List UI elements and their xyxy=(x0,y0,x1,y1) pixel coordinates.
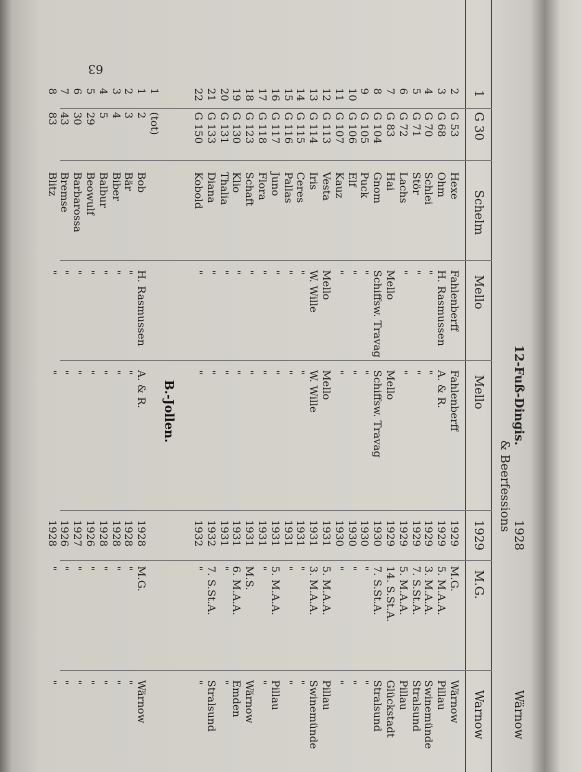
section-a-nr: 3 xyxy=(435,88,448,95)
section-a-builder: " xyxy=(345,270,358,275)
section-a-unit: " xyxy=(192,566,204,571)
section-a-home-port: Swinemünde xyxy=(307,680,320,749)
section-b-home-port: " xyxy=(45,680,58,685)
section-a-year: 1930 xyxy=(371,520,384,547)
section-a-builder: " xyxy=(281,270,294,275)
section-b-year: 1926 xyxy=(58,520,71,547)
section-b-builder: " xyxy=(71,270,84,275)
section-a-unit: " xyxy=(217,566,230,571)
section-a-nr: 12 xyxy=(320,88,332,102)
section-b-nr: 2 xyxy=(122,88,135,95)
section-b-boat-name: Beowulf xyxy=(84,172,96,216)
section-a-row xyxy=(421,0,434,772)
section-a-year: 1929 xyxy=(396,520,409,547)
section-a-row xyxy=(396,0,409,772)
section-b-nr: 1 xyxy=(135,88,148,95)
section-a-home-port: Stralsund xyxy=(204,680,217,732)
section-b-unit: " xyxy=(45,566,58,571)
section-a-engine: " xyxy=(332,370,345,375)
section-a-builder: " xyxy=(358,270,371,275)
section-b-unit: " xyxy=(122,566,135,571)
section-b-boat-name: Biber xyxy=(109,172,122,202)
section-a-home-port: Stralsund xyxy=(371,680,384,732)
section-a-builder: W. Wille xyxy=(307,270,320,313)
section-b-engine: " xyxy=(71,370,84,375)
section-a-engine: " xyxy=(409,370,422,375)
section-a-engine: " xyxy=(358,370,371,375)
section-a-home-port: " xyxy=(256,680,268,685)
section-a-boat-name: Elf xyxy=(345,172,358,187)
section-b-home-port: Wärnow xyxy=(135,680,148,724)
section-a-builder: " xyxy=(243,270,256,275)
section-b-row xyxy=(70,0,83,772)
section-a-year: 1931 xyxy=(230,520,243,547)
section-a-row xyxy=(306,0,319,772)
section-a-engine: " xyxy=(217,370,230,375)
section-a-nr: 9 xyxy=(358,88,371,95)
first-row-home: Warnow xyxy=(472,690,486,740)
section-a-boat-name: Stör xyxy=(409,172,422,195)
section-a-year: 1929 xyxy=(384,520,396,547)
section-b-nr: 7 xyxy=(58,88,71,95)
section-a-unit: " xyxy=(345,566,358,571)
section-a-unit: 5. M.A.A. xyxy=(268,566,281,616)
section-a-builder: " xyxy=(332,270,345,275)
section-b-row xyxy=(134,0,147,772)
section-b-row xyxy=(57,0,70,772)
section-b-year: 1928 xyxy=(109,520,122,547)
section-a-boat-name: Ceres xyxy=(294,172,307,203)
section-b-title: B.-Jollen. xyxy=(162,380,176,443)
section-a-builder: " xyxy=(409,270,422,275)
section-a-row xyxy=(409,0,422,772)
section-a-boat-name: Juno xyxy=(268,172,281,197)
section-a-year: 1932 xyxy=(192,520,204,547)
section-a-builder: Mello xyxy=(320,270,332,301)
section-a-year: 1929 xyxy=(409,520,422,547)
section-a-id: G 118 xyxy=(256,112,268,144)
section-b-boat-name: Bär xyxy=(122,172,135,191)
section-a-nr: 16 xyxy=(268,88,281,102)
section-a-home-port: " xyxy=(294,680,307,685)
section-a-row xyxy=(217,0,230,772)
section-b-home-port: " xyxy=(84,680,96,685)
section-a-home-port: Pillau xyxy=(268,680,281,711)
section-a-home-port: " xyxy=(345,680,358,685)
header-year: 1928 xyxy=(512,520,526,551)
section-a-id: G 83 xyxy=(384,112,396,138)
first-row-engine: Mello xyxy=(472,375,486,410)
section-b-id: (tot) xyxy=(148,112,160,135)
section-a-boat-name: Iris xyxy=(307,172,320,190)
section-a-year: 1931 xyxy=(320,520,332,547)
section-a-id: G 130 xyxy=(230,112,243,144)
rotated-table-page xyxy=(45,0,532,772)
section-a-home-port: " xyxy=(358,680,371,685)
section-a-id: G 53 xyxy=(448,112,460,138)
section-a-row xyxy=(191,0,204,772)
column-header-row xyxy=(491,0,532,772)
section-a-row xyxy=(242,0,255,772)
section-a-year: 1929 xyxy=(422,520,435,547)
section-a-boat-name: Flora xyxy=(256,172,268,201)
section-b-engine: " xyxy=(45,370,58,375)
first-row-year: 1929 xyxy=(472,520,486,551)
section-a-year: 1930 xyxy=(358,520,371,547)
section-a-year: 1929 xyxy=(448,520,460,547)
section-a-engine: Mello xyxy=(320,370,332,401)
section-b-row xyxy=(83,0,96,772)
section-a-nr: 11 xyxy=(332,88,345,102)
section-a-home-port: Pillau xyxy=(320,680,332,711)
section-a-builder: " xyxy=(396,270,409,275)
section-a-home-port: " xyxy=(281,680,294,685)
section-a-nr: 8 xyxy=(371,88,384,95)
section-b-builder: " xyxy=(84,270,96,275)
section-a-builder: Fahlenberff xyxy=(448,270,460,332)
section-b-home-port: " xyxy=(96,680,109,685)
section-b-home-port: " xyxy=(122,680,135,685)
section-a-row xyxy=(383,0,396,772)
section-a-home-port: Wärnow xyxy=(448,680,460,724)
section-a-boat-name: Ohm xyxy=(435,172,448,198)
section-a-boat-name: Pallas xyxy=(281,172,294,204)
section-b-id: 83 xyxy=(45,112,58,126)
section-b-nr: 1 xyxy=(148,88,160,95)
section-b-unit: " xyxy=(58,566,71,571)
section-b-id: 29 xyxy=(84,112,96,126)
section-a-boat-name: Hexe xyxy=(448,172,460,200)
section-a-engine: Fahlenberff xyxy=(448,370,460,432)
section-a-nr: 4 xyxy=(422,88,435,95)
section-a-unit: 6. M.A.A. xyxy=(230,566,243,616)
section-b-engine: " xyxy=(109,370,122,375)
section-a-unit: " xyxy=(256,566,268,571)
section-a-id: G 131 xyxy=(217,112,230,144)
section-b-boat-name: Bob xyxy=(135,172,148,193)
section-a-builder: " xyxy=(217,270,230,275)
section-a-unit: 7. S.St.A. xyxy=(371,566,384,616)
section-a-year: 1931 xyxy=(268,520,281,547)
section-a-builder: " xyxy=(230,270,243,275)
section-a-id: G 107 xyxy=(332,112,345,144)
section-a-boat-name: Gnom xyxy=(371,172,384,204)
section-a-home-port: Stralsund xyxy=(409,680,422,732)
section-b-year: 1926 xyxy=(84,520,96,547)
section-a-id: G 115 xyxy=(294,112,307,144)
first-row xyxy=(465,0,492,772)
section-b-builder: H. Rasmussen xyxy=(135,270,148,347)
section-a-unit: 14. S.St.A. xyxy=(384,566,396,622)
section-b-home-port: " xyxy=(109,680,122,685)
section-a-year: 1931 xyxy=(256,520,268,547)
section-a-engine: " xyxy=(345,370,358,375)
section-b-row xyxy=(121,0,134,772)
section-a-row xyxy=(332,0,345,772)
section-a-builder: " xyxy=(294,270,307,275)
section-a-builder: " xyxy=(204,270,217,275)
section-a-home-port: Wärnow xyxy=(243,680,256,724)
title-sub: & Beerfessions xyxy=(498,440,512,533)
section-a-home-port: Pillau xyxy=(396,680,409,711)
section-a-row xyxy=(434,0,447,772)
section-a-year: 1930 xyxy=(332,520,345,547)
section-a-boat-name: Klio xyxy=(230,172,243,193)
section-a-engine: " xyxy=(204,370,217,375)
section-b-nr: 5 xyxy=(84,88,96,95)
section-a-engine: W. Wille xyxy=(307,370,320,413)
section-b-nr: 8 xyxy=(45,88,58,95)
section-a-row xyxy=(229,0,242,772)
section-a-nr: 6 xyxy=(396,88,409,95)
section-a-boat-name: Vesta xyxy=(320,172,332,201)
first-row-yard: Mello xyxy=(472,275,486,310)
section-a-id: G 123 xyxy=(243,112,256,144)
section-a-builder: " xyxy=(422,270,435,275)
section-b-year: 1928 xyxy=(122,520,135,547)
section-a-row xyxy=(357,0,370,772)
section-a-unit: 5. M.A.A. xyxy=(320,566,332,616)
section-b-engine: " xyxy=(96,370,109,375)
section-a-nr: 2 xyxy=(448,88,460,95)
section-b-unit: " xyxy=(96,566,109,571)
section-a-engine: " xyxy=(268,370,281,375)
section-a-home-port: Swinemünde xyxy=(422,680,435,749)
section-b-unit: " xyxy=(84,566,96,571)
section-a-boat-name: Puck xyxy=(358,172,371,199)
section-a-builder: Mello xyxy=(384,270,396,301)
section-b-id: 2 xyxy=(135,112,148,119)
first-row-name: Schelm xyxy=(472,190,486,235)
section-a-boat-name: Hai xyxy=(384,172,396,191)
section-a-home-port: " xyxy=(192,680,204,685)
section-b-id: 30 xyxy=(71,112,84,126)
section-b-row xyxy=(147,0,160,772)
section-a-id: G 133 xyxy=(204,112,217,144)
section-a-nr: 17 xyxy=(256,88,268,102)
section-a-unit: 5. M.A.A. xyxy=(396,566,409,616)
section-a-unit: M.G. xyxy=(448,566,460,592)
section-a-builder: H. Rasmussen xyxy=(435,270,448,347)
section-b-builder: " xyxy=(45,270,58,275)
section-a-boat-name: Schlei xyxy=(422,172,435,205)
section-a-boat-name: Kauz xyxy=(332,172,345,199)
section-b-id: 4 xyxy=(109,112,122,119)
section-a-unit: 7. S.St.A. xyxy=(409,566,422,616)
section-a-home-port: " xyxy=(217,680,230,685)
section-a-unit: M.S. xyxy=(243,566,256,591)
section-a-id: G 116 xyxy=(281,112,294,144)
first-row-yard2: M.G. xyxy=(472,570,486,600)
section-b-builder: " xyxy=(122,270,135,275)
section-a-unit: 5. M.A.A. xyxy=(435,566,448,616)
section-b-year: 1928 xyxy=(135,520,148,547)
section-a-unit: 3. M.A.A. xyxy=(307,566,320,616)
section-b-engine: A. & R. xyxy=(135,370,148,409)
section-a-id: G 117 xyxy=(268,112,281,144)
section-b-boat-name: Balbur xyxy=(96,172,109,208)
section-b-boat-name: Blitz xyxy=(45,172,58,197)
section-a-nr: 15 xyxy=(281,88,294,102)
section-a-builder: " xyxy=(256,270,268,275)
section-a-builder: " xyxy=(268,270,281,275)
section-a-row xyxy=(255,0,268,772)
section-b-row xyxy=(45,0,58,772)
section-b-unit: " xyxy=(71,566,84,571)
section-a-year: 1929 xyxy=(435,520,448,547)
section-a-nr: 5 xyxy=(409,88,422,95)
section-b-nr: 3 xyxy=(109,88,122,95)
first-row-id: G 30 xyxy=(472,112,486,141)
section-a-unit: " xyxy=(294,566,307,571)
section-a-nr: 22 xyxy=(192,88,204,102)
section-a-engine: Schiffsw. Travag xyxy=(371,370,384,458)
section-b-id: 3 xyxy=(122,112,135,119)
section-a-nr: 20 xyxy=(217,88,230,102)
section-a-nr: 21 xyxy=(204,88,217,102)
section-a-nr: 10 xyxy=(345,88,358,102)
section-a-id: G 106 xyxy=(345,112,358,144)
title-top: 12-Fuß-Dingis. xyxy=(512,345,526,446)
section-b-boat-name: Bremse xyxy=(58,172,71,213)
section-a-year: 1931 xyxy=(217,520,230,547)
section-b-nr: 6 xyxy=(71,88,84,95)
section-a-engine: Mello xyxy=(384,370,396,401)
section-b-home-port: " xyxy=(58,680,71,685)
section-a-id: G 105 xyxy=(358,112,371,144)
section-a-nr: 14 xyxy=(294,88,307,102)
section-a-home-port: Emden xyxy=(230,680,243,718)
section-a-id: G 113 xyxy=(320,112,332,144)
section-a-boat-name: Kobold xyxy=(192,172,204,210)
section-a-home-port: " xyxy=(332,680,345,685)
section-b-home-port: " xyxy=(71,680,84,685)
section-a-row xyxy=(370,0,383,772)
section-b-builder: " xyxy=(58,270,71,275)
section-a-year: 1931 xyxy=(294,520,307,547)
section-b-year: 1927 xyxy=(71,520,84,547)
section-a-id: G 104 xyxy=(371,112,384,144)
section-b-builder: " xyxy=(109,270,122,275)
section-a-engine: " xyxy=(396,370,409,375)
section-b-engine: " xyxy=(122,370,135,375)
section-a-row xyxy=(204,0,217,772)
section-b-year: 1928 xyxy=(45,520,58,547)
section-a-boat-name: Diana xyxy=(204,172,217,204)
section-a-builder: " xyxy=(192,270,204,275)
section-b-id: 5 xyxy=(96,112,109,119)
page-number: 63 xyxy=(88,62,104,76)
section-a-nr: 7 xyxy=(384,88,396,95)
section-a-engine: " xyxy=(192,370,204,375)
section-a-row xyxy=(293,0,306,772)
section-a-id: G 150 xyxy=(192,112,204,144)
section-a-nr: 13 xyxy=(307,88,320,102)
section-b-year: 1928 xyxy=(96,520,109,547)
section-a-engine: " xyxy=(256,370,268,375)
section-a-unit: " xyxy=(358,566,371,571)
section-a-year: 1931 xyxy=(243,520,256,547)
section-a-unit: 3. M.A.A. xyxy=(422,566,435,616)
section-a-home-port: Glückstadt xyxy=(384,680,396,738)
section-b-row xyxy=(96,0,109,772)
section-a-year: 1931 xyxy=(281,520,294,547)
section-a-year: 1930 xyxy=(345,520,358,547)
section-a-id: G 68 xyxy=(435,112,448,138)
section-a-engine: " xyxy=(243,370,256,375)
section-a-boat-name: Lachs xyxy=(396,172,409,204)
section-b-builder: " xyxy=(96,270,109,275)
section-a-boat-name: Schaft xyxy=(243,172,256,207)
section-b-id: 43 xyxy=(58,112,71,126)
section-a-unit: " xyxy=(332,566,345,571)
section-a-row xyxy=(281,0,294,772)
section-b-engine: " xyxy=(84,370,96,375)
section-a-year: 1931 xyxy=(307,520,320,547)
first-row-nr: 1 xyxy=(472,90,486,98)
section-a-nr: 18 xyxy=(243,88,256,102)
section-a-engine: A. & R. xyxy=(435,370,448,409)
section-a-row xyxy=(447,0,460,772)
section-a-builder: Schiffsw. Travag xyxy=(371,270,384,358)
section-a-nr: 19 xyxy=(230,88,243,102)
section-a-id: G 114 xyxy=(307,112,320,144)
section-b-engine: " xyxy=(58,370,71,375)
section-a-boat-name: Thalia xyxy=(217,172,230,206)
section-a-row xyxy=(319,0,332,772)
section-a-engine: " xyxy=(281,370,294,375)
section-b-row xyxy=(109,0,122,772)
header-home: Wärnow xyxy=(512,690,526,740)
section-b-nr: 4 xyxy=(96,88,109,95)
section-a-row xyxy=(268,0,281,772)
section-a-engine: " xyxy=(294,370,307,375)
section-a-unit: " xyxy=(281,566,294,571)
section-a-id: G 71 xyxy=(409,112,422,138)
section-b-boat-name: Barbarossa xyxy=(71,172,84,233)
section-b-unit: " xyxy=(109,566,122,571)
section-b-unit: M.G. xyxy=(135,566,148,592)
section-a-engine: " xyxy=(230,370,243,375)
section-a-row xyxy=(345,0,358,772)
section-a-engine: " xyxy=(422,370,435,375)
section-a-year: 1932 xyxy=(204,520,217,547)
section-a-id: G 72 xyxy=(396,112,409,138)
section-a-unit: 7. S.St.A. xyxy=(204,566,217,616)
section-a-id: G 70 xyxy=(422,112,435,138)
section-a-home-port: Pillau xyxy=(435,680,448,711)
